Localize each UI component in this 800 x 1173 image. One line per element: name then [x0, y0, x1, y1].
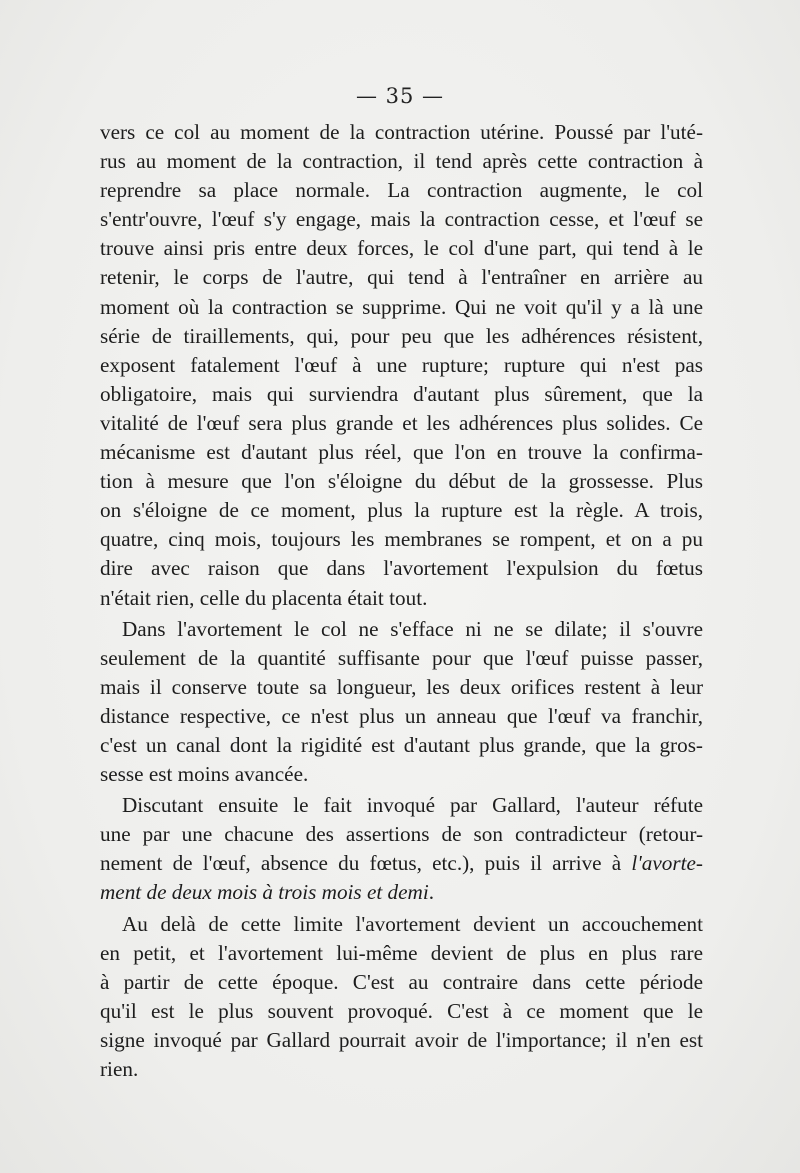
text-line: rus au moment de la contraction, il tend après cette contraction à — [100, 149, 703, 174]
text-line: série de tiraillements, qui, pour peu que les adhérences résistent, — [100, 323, 703, 348]
text-line: Discutant ensuite le fait invoqué par Gallard, l'auteur réfute — [122, 793, 703, 818]
text-run: . — [428, 880, 435, 905]
text-line: n'était rien, celle du placenta était tout. — [100, 585, 428, 610]
text-line: trouve ainsi pris entre deux forces, le col d'une part, qui tend à le — [100, 236, 703, 261]
text-line: s'entr'ouvre, l'œuf s'y engage, mais la contraction cesse, et l'œuf se — [100, 207, 703, 232]
paragraph-3 — [100, 791, 703, 907]
italic-text: l'avorte- — [631, 851, 703, 876]
paragraph-2 — [100, 615, 703, 790]
text-line: en petit, et l'avortement lui-même devient de plus en plus rare — [100, 940, 703, 965]
text-run: nement de l'œuf, absence du fœtus, etc.), puis il arrive à — [100, 851, 632, 876]
text-line — [100, 849, 703, 878]
text-line: moment où la contraction se supprime. Qui ne voit qu'il y a là une — [100, 294, 703, 319]
text-line: vitalité de l'œuf sera plus grande et les adhérences plus solides. Ce — [100, 410, 703, 435]
text-line: Au delà de cette limite l'avortement devient un accouchement — [122, 911, 703, 936]
text-line: mécanisme est d'autant plus réel, que l'on en trouve la confirma- — [100, 440, 703, 465]
text-line: une par une chacune des assertions de son contradicteur (retour- — [100, 822, 703, 847]
text-line: Dans l'avortement le col ne s'efface ni ne se dilate; il s'ouvre — [122, 616, 703, 641]
text-line: vers ce col au moment de la contraction utérine. Poussé par l'uté- — [100, 120, 703, 144]
text-line: exposent fatalement l'œuf à une rupture; rupture qui n'est pas — [100, 352, 703, 377]
body-text — [100, 118, 703, 1084]
text-line: rien. — [100, 1057, 139, 1081]
text-line: mais il conserve toute sa longueur, les deux orifices restent à leur — [100, 674, 703, 699]
text-line: seulement de la quantité suffisante pour que l'œuf puisse passer, — [100, 645, 703, 670]
text-line: qu'il est le plus souvent provoqué. C'est à ce moment que le — [100, 998, 703, 1023]
paragraph-4 — [100, 910, 703, 1085]
text-line: obligatoire, mais qui surviendra d'autant plus sûrement, que la — [100, 381, 703, 406]
paragraph-1 — [100, 118, 703, 613]
text-line: dire avec raison que dans l'avortement l'expulsion du fœtus — [100, 556, 703, 581]
text-line: signe invoqué par Gallard pourrait avoir de l'importance; il n'en est — [100, 1027, 703, 1052]
text-line — [100, 878, 703, 907]
text-line: on s'éloigne de ce moment, plus la rupture est la règle. A trois, — [100, 498, 703, 523]
text-line: tion à mesure que l'on s'éloigne du début de la grossesse. Plus — [100, 469, 703, 494]
text-line: quatre, cinq mois, toujours les membranes se rompent, et on a pu — [100, 527, 703, 552]
text-line: sesse est moins avancée. — [100, 762, 309, 787]
text-line: retenir, le corps de l'autre, qui tend à l'entraîner en arrière au — [100, 265, 703, 290]
page-number: — 35 — — [355, 84, 445, 108]
italic-text: ment de deux mois à trois mois et demi — [100, 880, 429, 905]
text-line: reprendre sa place normale. La contraction augmente, le col — [100, 178, 703, 203]
text-line: à partir de cette époque. C'est au contraire dans cette période — [100, 969, 703, 994]
text-line: distance respective, ce n'est plus un anneau que l'œuf va franchir, — [100, 703, 703, 728]
text-line: c'est un canal dont la rigidité est d'autant plus grande, que la gros- — [100, 732, 703, 757]
